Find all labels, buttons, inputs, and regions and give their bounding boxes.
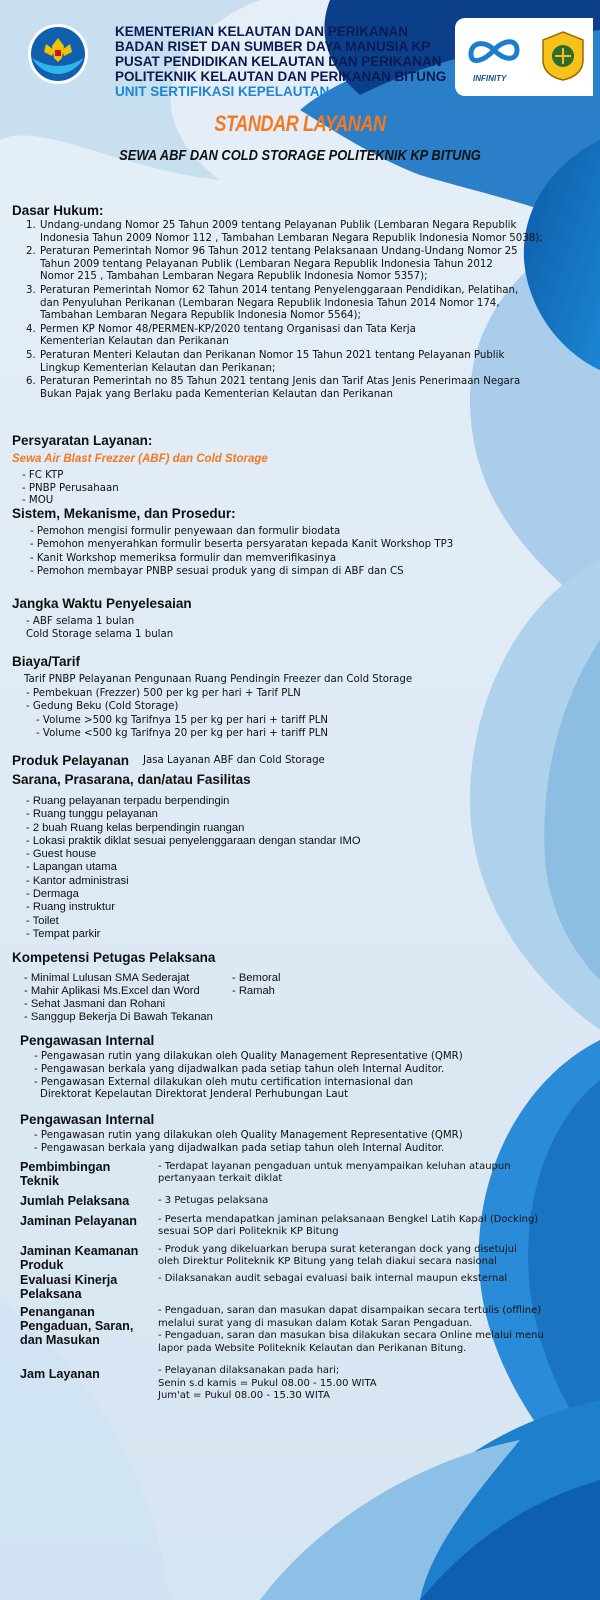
- list-item: - Guest house: [26, 848, 97, 861]
- dasar-hukum-list: [26, 220, 543, 402]
- list-item: - ABF selama 1 bulan: [26, 616, 135, 627]
- produk-heading: Produk Pelayanan: [12, 753, 130, 768]
- list-item: - Gedung Beku (Cold Storage): [26, 701, 179, 713]
- list-item: Direktorat Kepelautan Direktorat Jenderal Perhubungan Laut: [40, 1089, 349, 1101]
- list-item: 6. Peraturan Pemerintah no 85 Tahun 2021 tentang Jenis dan Tarif Atas Jenis Penerimaan Negara Bukan Pajak yang Berlaku pada Kementerian Kelautan dan Perikanan: [26, 376, 521, 400]
- polytechnic-logo-icon: [539, 30, 587, 82]
- biaya-list: [24, 673, 412, 741]
- sarana-heading: Sarana, Prasarana, dan/atau Fasilitas: [12, 772, 251, 787]
- header-line-unit: UNIT SERTIFIKASI KEPELAUTAN: [115, 84, 330, 99]
- pengawasan-heading: Pengawasan Internal: [20, 1033, 155, 1048]
- list-item: 3. Peraturan Pemerintah Nomor 62 Tahun 2014 tentang Penyelenggaraan Pendidikan, Pelatihan, dan Penyuluhan Perikanan (Lembaran Negara Republik Indonesia Tahun 2014 Nomor 174, Tambahan Lembaran Negara Republik Indonesia Nomor 5564);: [26, 284, 519, 322]
- list-item: - Tempat parkir: [26, 927, 101, 940]
- list-item: - Mahir Aplikasi Ms.Excel dan Word: [24, 985, 200, 997]
- row-value: - Dilaksanakan audit sebagai evaluasi baik internal maupun eksternal: [158, 1273, 508, 1284]
- page-title: STANDAR LAYANAN: [214, 111, 386, 136]
- dasar-hukum-heading: Dasar Hukum:: [12, 203, 104, 218]
- pengawasan-list: [34, 1051, 463, 1102]
- row-value: - Terdapat layanan pengaduan untuk menyampaikan keluhan ataupun pertanyaan terkait diklat: [158, 1161, 511, 1185]
- row-value: - Peserta mendapatkan jaminan pelaksanaan Bengkel Latih Kapal (Docking) sesuai SOP dari Politeknik KP Bitung: [158, 1214, 539, 1238]
- list-item: - Pengawasan rutin yang dilakukan oleh Quality Management Representative (QMR): [34, 1130, 463, 1141]
- list-item: - Lapangan utama: [26, 861, 117, 874]
- list-item: - Ruang instruktur: [26, 901, 115, 914]
- row-value: - 3 Petugas pelaksana: [158, 1195, 269, 1206]
- list-item: - Bemoral: [232, 972, 281, 984]
- sistem-heading: Sistem, Mekanisme, dan Prosedur:: [12, 506, 236, 521]
- list-item: - Pemohon menyerahkan formulir beserta persyaratan kepada Kanit Workshop TP3: [30, 539, 454, 551]
- list-item: - 2 buah Ruang kelas berpendingin ruangan: [26, 821, 245, 834]
- list-item: - Pemohon mengisi formulir penyewaan dan formulir biodata: [30, 526, 341, 537]
- persyaratan-subheading: Sewa Air Blast Frezzer (ABF) dan Cold Storage: [12, 453, 268, 465]
- list-item: - Dermaga: [26, 888, 79, 901]
- ministry-seal: [8, 8, 108, 108]
- list-item: - Lokasi praktik diklat sesuai penyelenggaraan dengan standar IMO: [26, 834, 361, 847]
- row-label: Jaminan Keamanan Produk: [20, 1244, 139, 1272]
- list-item: - Sehat Jasmani dan Rohani: [24, 998, 166, 1010]
- list-item: - FC KTP: [22, 470, 64, 481]
- header-line-agency: BADAN RISET DAN SUMBER DAYA MANUSIA KP: [115, 39, 431, 54]
- row-value: - Produk yang dikeluarkan berupa surat keterangan dock yang disetujui oleh Direktur Politeknik KP Bitung yang telah diakui secara nasional: [158, 1244, 517, 1268]
- list-item: - Minimal Lulusan SMA Sederajat: [24, 972, 190, 984]
- list-item: Tarif PNBP Pelayanan Pengunaan Ruang Pendingin Freezer dan Cold Storage: [24, 674, 413, 685]
- row-label: Pembimbingan Teknik: [20, 1160, 111, 1188]
- persyaratan-heading: Persyaratan Layanan:: [12, 433, 153, 448]
- list-item: - Volume >500 kg Tarifnya 15 per kg per hari + tariff PLN: [36, 714, 329, 726]
- produk-value: Jasa Layanan ABF dan Cold Storage: [143, 755, 325, 766]
- jangka-waktu-heading: Jangka Waktu Penyelesaian: [12, 596, 192, 611]
- biaya-heading: Biaya/Tarif: [12, 654, 81, 669]
- persyaratan-list: [22, 470, 119, 508]
- row-label: Penanganan Pengaduan, Saran, dan Masukan: [20, 1305, 134, 1347]
- row-value: - Pengaduan, saran dan masukan dapat disampaikan secara tertulis (offline) melalui surat yang di masukan dalam Kotak Saran Pengaduan. - Pengaduan, saran dan masukan bisa dilakukan secara Online melalui menu lapor pada Website Politeknik Kelautan dan Perikanan Bitung.: [158, 1305, 544, 1354]
- kompetensi-heading: Kompetensi Petugas Pelaksana: [12, 950, 216, 965]
- row-value: - Pelayanan dilaksanakan pada hari; Senin s.d kamis = Pukul 08.00 - 15.00 WITA Jum'at = Pukul 08.00 - 15.30 WITA: [158, 1365, 377, 1402]
- list-item: - Volume <500 kg Tarifnya 20 per kg per hari + tariff PLN: [36, 728, 329, 740]
- list-item: Cold Storage selama 1 bulan: [26, 629, 174, 641]
- header-line-ministry: KEMENTERIAN KELAUTAN DAN PERIKANAN: [115, 24, 408, 39]
- jangka-waktu-list: [26, 615, 173, 642]
- list-item: - Ruang tunggu pelayanan: [26, 808, 158, 821]
- pengawasan-heading-2: Pengawasan Internal: [20, 1112, 155, 1127]
- list-item: - Pengawasan External dilakukan oleh mutu certification internasional dan: [34, 1076, 414, 1088]
- pengawasan-list-2: [34, 1130, 463, 1156]
- row-label: Jumlah Pelaksana: [20, 1194, 130, 1208]
- list-item: - Pengawasan rutin yang dilakukan oleh Quality Management Representative (QMR): [34, 1051, 463, 1062]
- list-item: - MOU: [22, 495, 54, 507]
- list-item: - Pengawasan berkala yang dijadwalkan pada setiap tahun oleh Internal Auditor.: [34, 1142, 445, 1154]
- sarana-list: [26, 795, 361, 941]
- row-label: Jaminan Pelayanan: [20, 1214, 137, 1228]
- header-line-polytechnic: POLITEKNIK KELAUTAN DAN PERIKANAN BITUNG: [115, 69, 447, 84]
- list-item: - Sanggup Bekerja Di Bawah Tekanan: [24, 1011, 213, 1023]
- list-item: - Ramah: [232, 985, 275, 997]
- institution-header: [115, 24, 446, 99]
- kompetensi-list-right: [232, 972, 281, 998]
- list-item: - Kantor administrasi: [26, 874, 129, 887]
- list-item: 5. Peraturan Menteri Kelautan dan Perikanan Nomor 15 Tahun 2021 tentang Pelayanan Publik Lingkup Kementerian Kelautan dan Perikanan;: [26, 349, 505, 374]
- list-item: - Pengawasan berkala yang dijadwalkan pada setiap tahun oleh Internal Auditor.: [34, 1063, 445, 1075]
- list-item: 2. Peraturan Pemerintah Nomor 96 Tahun 2012 tentang Pelaksanaan Undang-Undang Nomor 25 Tahun 2009 tentang Pelayanan Publik (Lembaran Negara Republik Indonesia Tahun 2012 Nomor 215 , Tambahan Lembaran Negara Republik Indonesia Nomor 5357);: [26, 246, 518, 283]
- seal-icon: [8, 8, 108, 108]
- list-item: 4. Permen KP Nomor 48/PERMEN-KP/2020 tentang Organisasi dan Tata Kerja Kementerian Kelautan dan Perikanan: [26, 323, 416, 348]
- kompetensi-list-left: [24, 972, 213, 1024]
- partner-logos-panel: [455, 18, 593, 96]
- list-item: - Kanit Workshop memeriksa formulir dan memverifikasinya: [30, 552, 337, 564]
- list-item: - Toilet: [26, 914, 59, 927]
- list-item: - Pembekuan (Frezzer) 500 per kg per hari + Tarif PLN: [26, 687, 301, 699]
- list-item: 1. Undang-undang Nomor 25 Tahun 2009 tentang Pelayanan Publik (Lembaran Negara Republik Indonesia Tahun 2009 Nomor 112 , Tambahan Lembaran Negara Republik Indonesia Nomor 5038);: [26, 220, 543, 244]
- page-subtitle: SEWA ABF DAN COLD STORAGE POLITEKNIK KP BITUNG: [119, 147, 481, 164]
- row-label: Jam Layanan: [20, 1367, 100, 1381]
- infinity-logo-icon: [463, 32, 525, 72]
- list-item: - PNBP Perusahaan: [22, 482, 119, 494]
- list-item: - Pemohon membayar PNBP sesuai produk yang di simpan di ABF dan CS: [30, 566, 404, 578]
- header-line-center: PUSAT PENDIDIKAN KELAUTAN DAN PERIKANAN: [115, 54, 442, 69]
- list-item: - Ruang pelayanan terpadu berpendingin: [26, 795, 230, 807]
- infinity-logo-text: INFINITY: [473, 74, 507, 83]
- sistem-list: [30, 525, 453, 579]
- row-label: Evaluasi Kinerja Pelaksana: [20, 1273, 118, 1301]
